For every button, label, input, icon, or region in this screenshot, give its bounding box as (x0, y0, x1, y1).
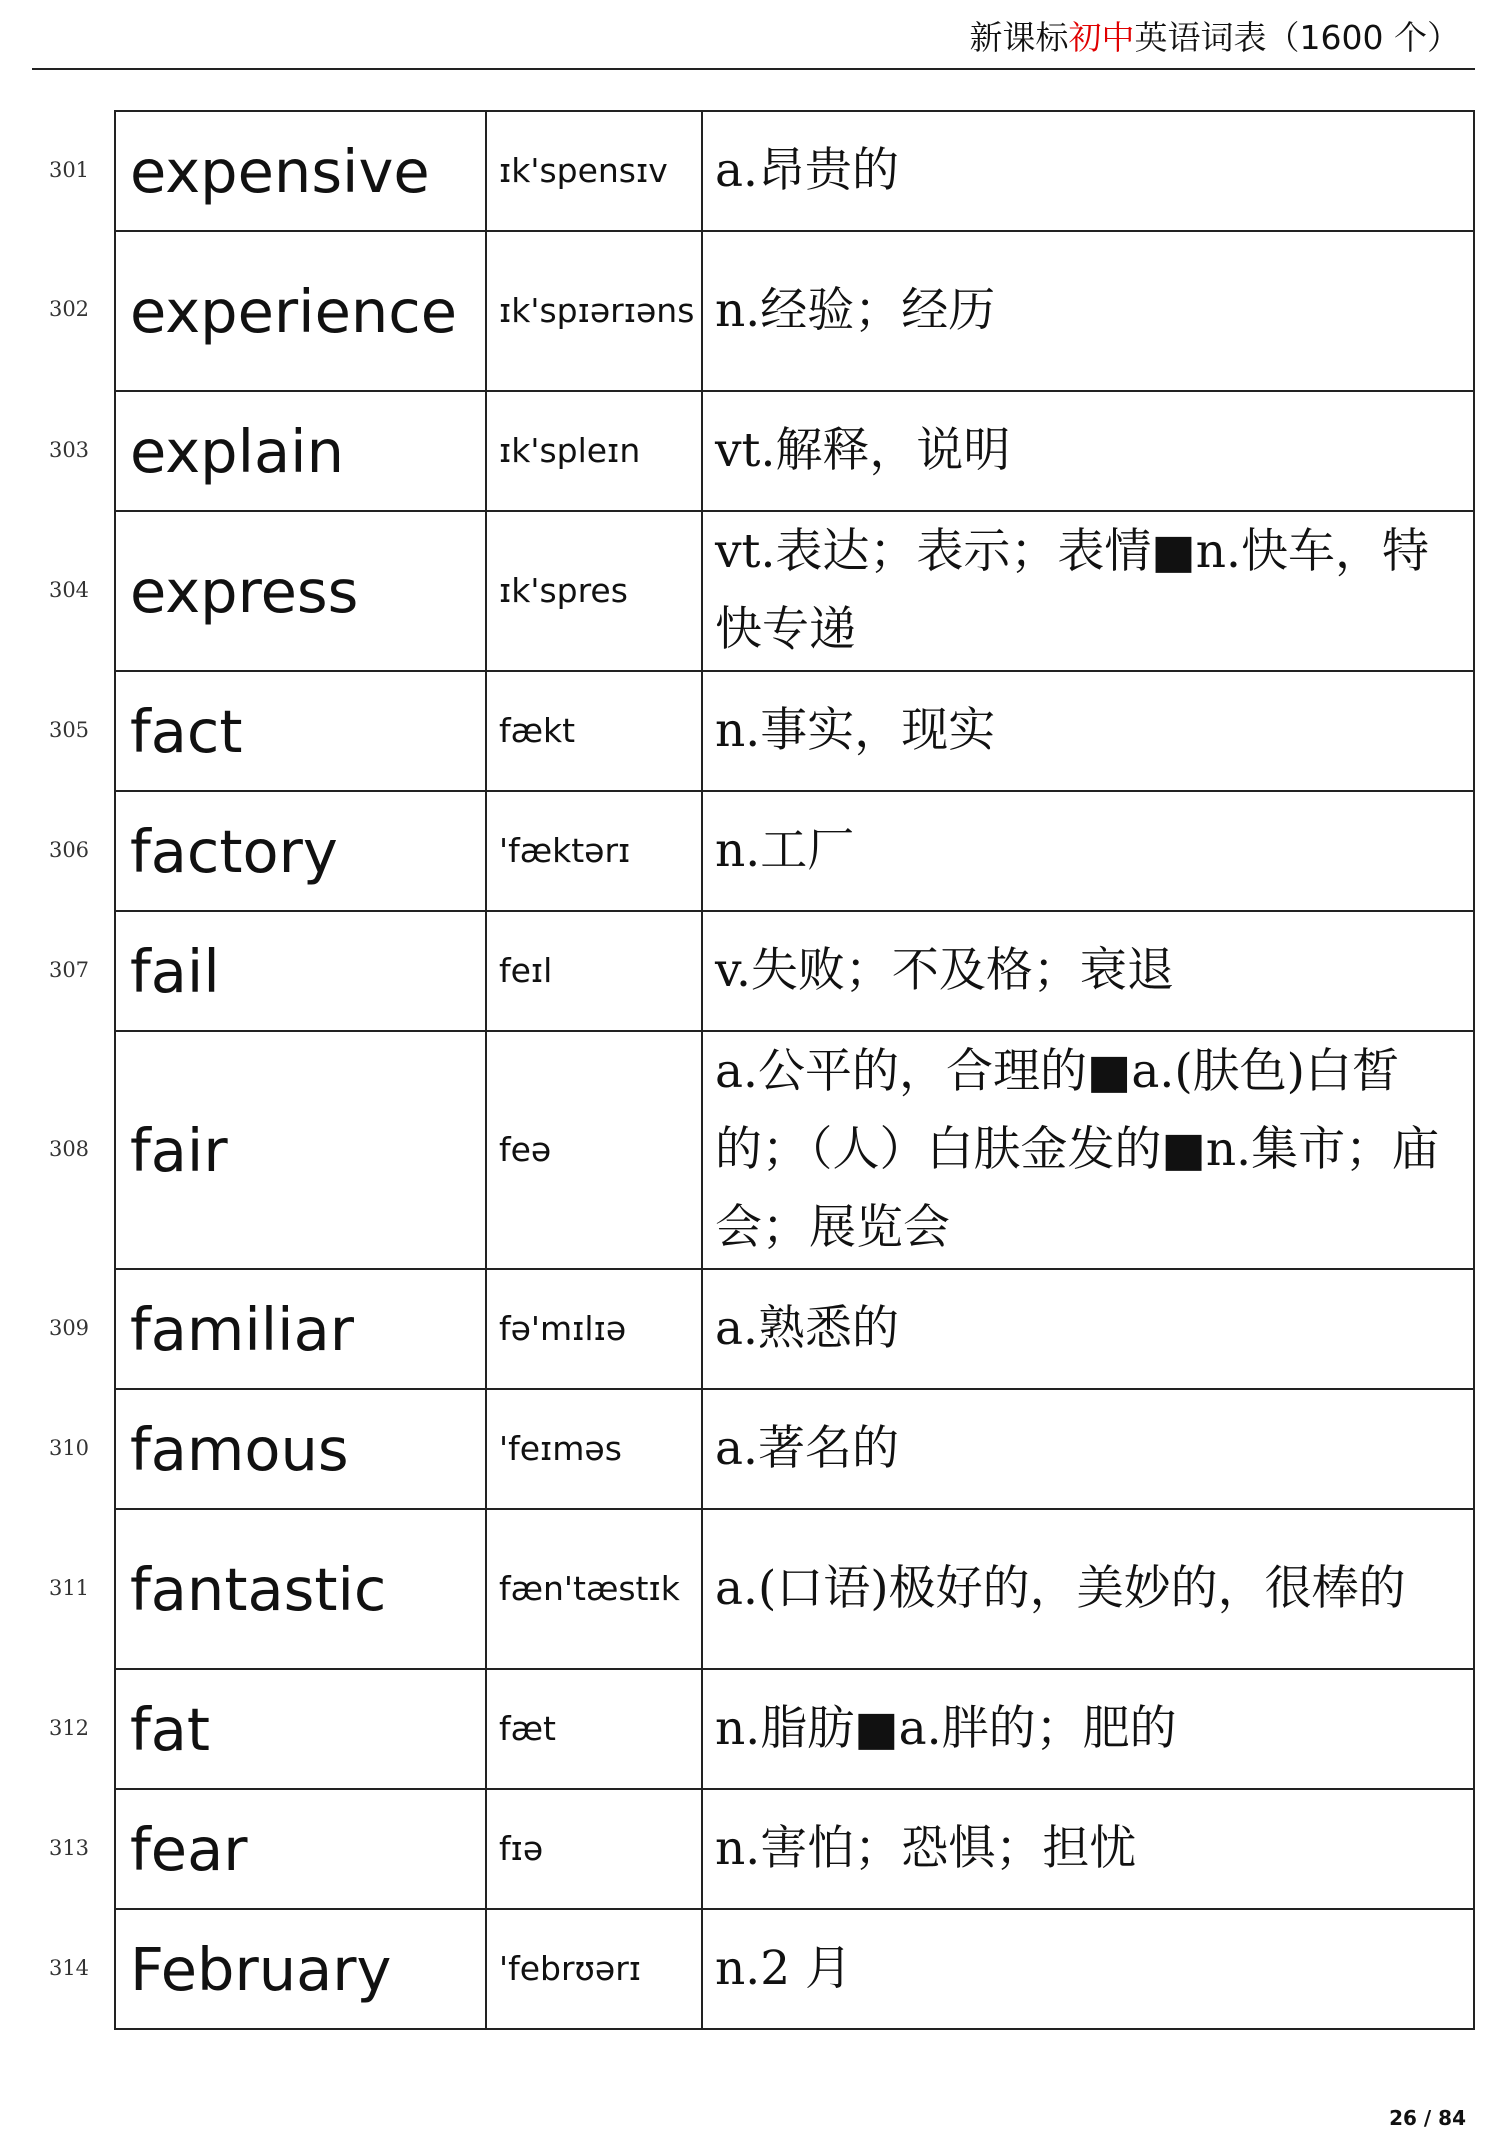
meaning-cell: n.脂肪■a.胖的；肥的 (702, 1669, 1474, 1789)
page-number: 26 / 84 (1389, 2106, 1466, 2130)
row-number: 305 (48, 718, 90, 742)
table-row (115, 1269, 1474, 1389)
row-number: 304 (48, 578, 90, 602)
word-cell: factory (115, 791, 486, 911)
meaning-cell: n.工厂 (702, 791, 1474, 911)
word-cell: experience (115, 231, 486, 391)
row-number: 308 (48, 1137, 90, 1161)
meaning-cell: vt.解释，说明 (702, 391, 1474, 511)
row-number: 307 (48, 958, 90, 982)
word-cell: familiar (115, 1269, 486, 1389)
meaning-cell: v.失败；不及格；衰退 (702, 911, 1474, 1031)
phonetic-cell: 'fæktərɪ (486, 791, 702, 911)
table-row (115, 791, 1474, 911)
phonetic-cell: fæt (486, 1669, 702, 1789)
meaning-cell: n.经验；经历 (702, 231, 1474, 391)
table-row (115, 1789, 1474, 1909)
row-number: 301 (48, 158, 90, 182)
phonetic-cell: feə (486, 1031, 702, 1269)
phonetic-cell: fæn'tæstɪk (486, 1509, 702, 1669)
page-header-title (970, 14, 1460, 62)
word-cell: fail (115, 911, 486, 1031)
row-number: 312 (48, 1716, 90, 1740)
phonetic-cell: 'febrʊərɪ (486, 1909, 702, 2029)
table-row (115, 1509, 1474, 1669)
phonetic-cell: fə'mɪlɪə (486, 1269, 702, 1389)
vocabulary-table (114, 110, 1475, 2030)
row-number: 314 (48, 1956, 90, 1980)
meaning-cell: a.熟悉的 (702, 1269, 1474, 1389)
word-cell: expensive (115, 111, 486, 231)
phonetic-cell: ɪk'spres (486, 511, 702, 671)
table-row (115, 1031, 1474, 1269)
header-title-prefix: 新课标 (969, 18, 1069, 57)
table-row (115, 111, 1474, 231)
meaning-cell: a.著名的 (702, 1389, 1474, 1509)
word-cell: famous (115, 1389, 486, 1509)
table-row (115, 511, 1474, 671)
phonetic-cell: ɪk'spɪərɪəns (486, 231, 702, 391)
meaning-cell: n.事实，现实 (702, 671, 1474, 791)
phonetic-cell: fɪə (486, 1789, 702, 1909)
table-row (115, 671, 1474, 791)
word-cell: explain (115, 391, 486, 511)
word-cell: fat (115, 1669, 486, 1789)
meaning-cell: a.昂贵的 (702, 111, 1474, 231)
table-row (115, 391, 1474, 511)
header-title-suffix: 英语词表（1600 个） (1134, 18, 1460, 57)
header-title-highlight: 初中 (1068, 18, 1135, 57)
row-number: 311 (48, 1576, 90, 1600)
table-row (115, 1669, 1474, 1789)
word-cell: fact (115, 671, 486, 791)
row-number: 309 (48, 1316, 90, 1340)
table-row (115, 1909, 1474, 2029)
word-cell: fair (115, 1031, 486, 1269)
meaning-cell: n.害怕；恐惧；担忧 (702, 1789, 1474, 1909)
word-cell: fear (115, 1789, 486, 1909)
phonetic-cell: 'feɪməs (486, 1389, 702, 1509)
phonetic-cell: fækt (486, 671, 702, 791)
phonetic-cell: ɪk'spleɪn (486, 391, 702, 511)
row-number: 310 (48, 1436, 90, 1460)
phonetic-cell: feɪl (486, 911, 702, 1031)
row-number: 302 (48, 297, 90, 321)
row-number: 313 (48, 1836, 90, 1860)
table-row (115, 1389, 1474, 1509)
row-number: 303 (48, 438, 90, 462)
table-row (115, 231, 1474, 391)
word-cell: express (115, 511, 486, 671)
phonetic-cell: ɪk'spensɪv (486, 111, 702, 231)
meaning-cell: a.(口语)极好的，美妙的，很棒的 (702, 1509, 1474, 1669)
row-number: 306 (48, 838, 90, 862)
header-divider (32, 68, 1475, 70)
table-row (115, 911, 1474, 1031)
word-cell: February (115, 1909, 486, 2029)
meaning-cell: vt.表达；表示；表情■n.快车，特快专递 (702, 511, 1474, 671)
meaning-cell: n.2 月 (702, 1909, 1474, 2029)
word-cell: fantastic (115, 1509, 486, 1669)
meaning-cell: a.公平的，合理的■a.(肤色)白皙的；（人）白肤金发的■n.集市；庙会；展览会 (702, 1031, 1474, 1269)
